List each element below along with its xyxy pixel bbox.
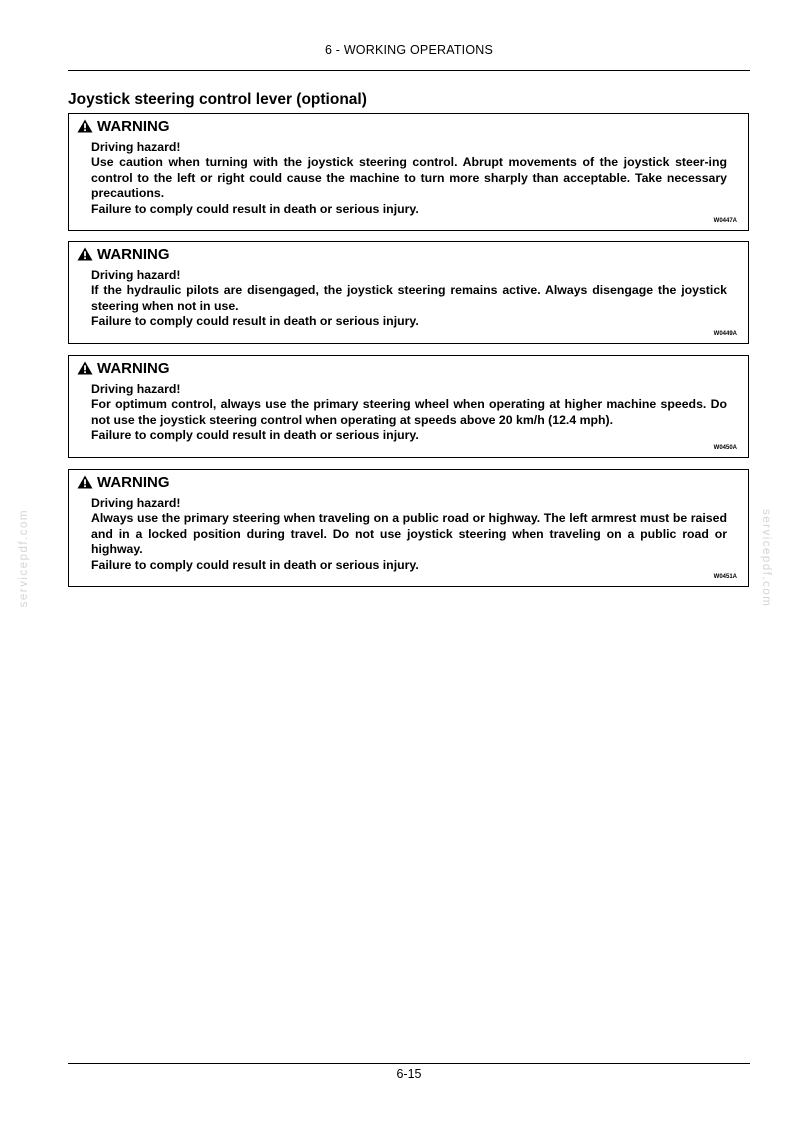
- warning-body: [91, 382, 727, 444]
- warning-text: For optimum control, always use the primary steering wheel when operating at higher machine speeds. Do not use the joystick steering control when operating at speeds above 20 km/h (12.4 mph).: [91, 397, 727, 427]
- watermark-right: servicepdf.com: [760, 509, 772, 608]
- warning-text: Always use the primary steering when traveling on a public road or highway. The left armrest must be raised and in a locked position during travel. Do not use joystick steering when traveling on a public road or highway.: [91, 511, 727, 557]
- warning-code: W0450A: [713, 445, 737, 451]
- warning-triangle-icon: [77, 475, 93, 489]
- warning-body: [91, 140, 727, 217]
- warning-consequence: Failure to comply could result in death or serious injury.: [91, 314, 419, 329]
- warning-box: [68, 355, 749, 458]
- warning-hazard: Driving hazard!: [91, 496, 181, 510]
- page-number: 6-15: [396, 1067, 422, 1081]
- chapter-title: 6 - WORKING OPERATIONS: [324, 43, 494, 57]
- watermark-left: servicepdf.com: [18, 509, 30, 608]
- warning-hazard: Driving hazard!: [91, 140, 181, 154]
- warning-triangle-icon: [77, 247, 93, 261]
- warning-code: W0449A: [713, 331, 737, 337]
- warning-box: [68, 469, 749, 587]
- warning-box: [68, 241, 749, 344]
- warning-body: [91, 268, 727, 330]
- section-title: Joystick steering control lever (optional): [68, 91, 367, 108]
- warning-text: Use caution when turning with the joystick steering control. Abrupt movements of the joystick steer-ing control to the left or right could cause the machine to turn more sharply than acceptable. Take necessary precautions.: [91, 155, 727, 201]
- warning-heading-label: WARNING: [97, 359, 170, 377]
- warning-consequence: Failure to comply could result in death or serious injury.: [91, 428, 419, 443]
- warning-hazard: Driving hazard!: [91, 382, 181, 396]
- warning-triangle-icon: [77, 119, 93, 133]
- warning-heading: [77, 359, 170, 377]
- warning-heading: [77, 473, 170, 491]
- warning-code: W0447A: [713, 218, 737, 224]
- warning-text: If the hydraulic pilots are disengaged, the joystick steering remains active. Always disengage the joystick steering when not in use.: [91, 283, 727, 313]
- warning-heading: [77, 117, 170, 135]
- warning-heading-label: WARNING: [97, 117, 170, 135]
- warning-heading-label: WARNING: [97, 473, 170, 491]
- header-divider: [68, 70, 750, 71]
- warning-hazard: Driving hazard!: [91, 268, 181, 282]
- warning-heading: [77, 245, 170, 263]
- warning-triangle-icon: [77, 361, 93, 375]
- warning-consequence: Failure to comply could result in death or serious injury.: [91, 201, 419, 216]
- warning-consequence: Failure to comply could result in death or serious injury.: [91, 557, 419, 572]
- warning-heading-label: WARNING: [97, 245, 170, 263]
- warning-code: W0451A: [713, 574, 737, 580]
- warning-box: [68, 113, 749, 231]
- warning-body: [91, 496, 727, 573]
- footer-divider: [68, 1063, 750, 1064]
